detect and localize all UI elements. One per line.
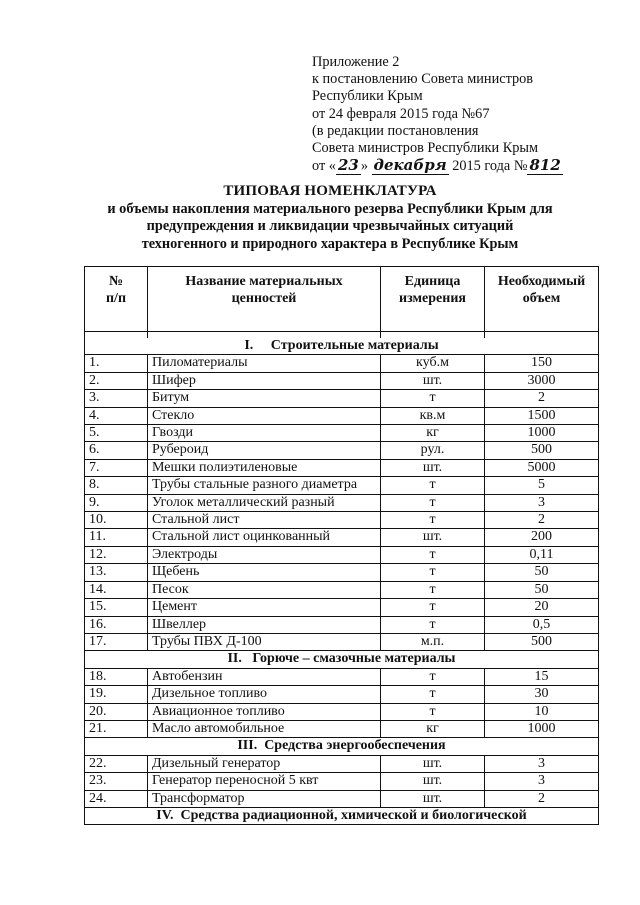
item-name: Швеллер: [148, 616, 381, 633]
item-volume: 200: [485, 529, 599, 546]
row-number: 7.: [85, 459, 148, 476]
item-unit: т: [381, 616, 485, 633]
appendix-date-line: [312, 157, 563, 175]
table-row: [85, 720, 599, 737]
table-header-row: [85, 267, 599, 332]
item-unit: м.п.: [381, 633, 485, 650]
table-row: [85, 546, 599, 563]
item-volume: 1000: [485, 425, 599, 442]
item-name: Автобензин: [148, 668, 381, 685]
section-title: I. Строительные материалы: [85, 338, 599, 355]
table-row: [85, 599, 599, 616]
row-number: 23.: [85, 773, 148, 790]
item-unit: шт.: [381, 755, 485, 772]
handwritten-month: декабря: [373, 156, 447, 175]
item-volume: 1000: [485, 720, 599, 737]
table-body: [85, 332, 599, 825]
row-number: 13.: [85, 564, 148, 581]
item-volume: 3: [485, 755, 599, 772]
title-line: и объемы накопления материального резерва Республики Крым для: [107, 200, 553, 217]
table-row: [85, 564, 599, 581]
table-row: [85, 407, 599, 424]
item-name: Песок: [148, 581, 381, 598]
row-number: 14.: [85, 581, 148, 598]
row-number: 9.: [85, 494, 148, 511]
document-title: [60, 183, 600, 253]
item-unit: т: [381, 546, 485, 563]
item-unit: шт.: [381, 529, 485, 546]
date-year: 2015 года №: [448, 158, 528, 175]
table-row: [85, 581, 599, 598]
item-unit: т: [381, 477, 485, 494]
row-number: 2.: [85, 372, 148, 389]
item-volume: 500: [485, 442, 599, 459]
item-volume: 50: [485, 564, 599, 581]
table-row: [85, 425, 599, 442]
section-title: IV. Средства радиационной, химической и биологической: [85, 807, 599, 824]
date-sep: »: [360, 158, 372, 175]
item-unit: т: [381, 564, 485, 581]
item-volume: 50: [485, 581, 599, 598]
item-name: Цемент: [148, 599, 381, 616]
row-number: 21.: [85, 720, 148, 737]
table-row: [85, 459, 599, 476]
item-unit: т: [381, 668, 485, 685]
section-header-row: [85, 807, 599, 824]
item-volume: 3: [485, 773, 599, 790]
item-name: Стальной лист: [148, 512, 381, 529]
section-title: III. Средства энергообеспечения: [85, 738, 599, 755]
item-volume: 0,5: [485, 616, 599, 633]
item-name: Битум: [148, 390, 381, 407]
row-number: 5.: [85, 425, 148, 442]
item-unit: т: [381, 512, 485, 529]
item-name: Масло автомобильное: [148, 720, 381, 737]
item-name: Шифер: [148, 372, 381, 389]
row-number: 15.: [85, 599, 148, 616]
section-header-row: [85, 651, 599, 668]
item-unit: т: [381, 599, 485, 616]
table-row: [85, 512, 599, 529]
section-header-row: [85, 338, 599, 355]
item-unit: шт.: [381, 459, 485, 476]
item-volume: 30: [485, 686, 599, 703]
table-row: [85, 390, 599, 407]
item-name: Щебень: [148, 564, 381, 581]
item-name: Трансформатор: [148, 790, 381, 807]
table-row: [85, 442, 599, 459]
row-number: 1.: [85, 355, 148, 372]
appendix-header: [312, 54, 563, 175]
item-unit: шт.: [381, 372, 485, 389]
item-unit: т: [381, 686, 485, 703]
item-name: Гвозди: [148, 425, 381, 442]
item-volume: 500: [485, 633, 599, 650]
table-row: [85, 703, 599, 720]
section-title: II. Горюче – смазочные материалы: [85, 651, 599, 668]
header-volume: Необходимый объем: [485, 267, 599, 332]
item-volume: 20: [485, 599, 599, 616]
appendix-line: Совета министров Республики Крым: [312, 140, 539, 157]
item-volume: 0,11: [485, 546, 599, 563]
table-row: [85, 790, 599, 807]
table-row: [85, 355, 599, 372]
row-number: 10.: [85, 512, 148, 529]
item-unit: рул.: [381, 442, 485, 459]
row-number: 20.: [85, 703, 148, 720]
title-main: ТИПОВАЯ НОМЕНКЛАТУРА: [223, 183, 437, 199]
item-unit: кг: [381, 720, 485, 737]
header-name: Название материальных ценностей: [148, 267, 381, 332]
appendix-line: Приложение 2: [312, 54, 400, 70]
table-row: [85, 477, 599, 494]
appendix-line: к постановлению Совета министров: [312, 71, 534, 88]
date-prefix: от «: [312, 158, 336, 175]
handwritten-number: 812: [529, 156, 561, 175]
table-row: [85, 773, 599, 790]
item-name: Мешки полиэтиленовые: [148, 459, 381, 476]
item-unit: т: [381, 581, 485, 598]
item-name: Уголок металлический разный: [148, 494, 381, 511]
item-name: Трубы ПВХ Д-100: [148, 633, 381, 650]
item-volume: 3000: [485, 372, 599, 389]
item-volume: 150: [485, 355, 599, 372]
item-volume: 1500: [485, 407, 599, 424]
header-unit: Единица измерения: [381, 267, 485, 332]
row-number: 22.: [85, 755, 148, 772]
handwritten-day: 23: [337, 156, 359, 175]
item-volume: 2: [485, 790, 599, 807]
item-name: Дизельный генератор: [148, 755, 381, 772]
appendix-line: Республики Крым: [312, 88, 423, 105]
row-number: 19.: [85, 686, 148, 703]
item-volume: 2: [485, 390, 599, 407]
item-volume: 10: [485, 703, 599, 720]
table-row: [85, 616, 599, 633]
table-row: [85, 633, 599, 650]
table-row: [85, 668, 599, 685]
item-name: Стекло: [148, 407, 381, 424]
item-name: Генератор переносной 5 квт: [148, 773, 381, 790]
table-row: [85, 755, 599, 772]
item-unit: куб.м: [381, 355, 485, 372]
row-number: 16.: [85, 616, 148, 633]
table-row: [85, 686, 599, 703]
table-row: [85, 372, 599, 389]
item-unit: шт.: [381, 773, 485, 790]
table-row: [85, 494, 599, 511]
item-unit: т: [381, 494, 485, 511]
item-volume: 15: [485, 668, 599, 685]
item-volume: 5: [485, 477, 599, 494]
row-number: 8.: [85, 477, 148, 494]
appendix-line: от 24 февраля 2015 года №67: [312, 105, 490, 122]
row-number: 24.: [85, 790, 148, 807]
row-number: 6.: [85, 442, 148, 459]
item-name: Пиломатериалы: [148, 355, 381, 372]
row-number: 11.: [85, 529, 148, 546]
item-name: Авиационное топливо: [148, 703, 381, 720]
item-volume: 3: [485, 494, 599, 511]
item-volume: 2: [485, 512, 599, 529]
row-number: 18.: [85, 668, 148, 685]
item-name: Стальной лист оцинкованный: [148, 529, 381, 546]
item-unit: т: [381, 703, 485, 720]
item-name: Дизельное топливо: [148, 686, 381, 703]
appendix-line: (в редакции постановления: [312, 122, 479, 139]
row-number: 12.: [85, 546, 148, 563]
nomenclature-table: [84, 266, 599, 825]
title-line: техногенного и природного характера в Республике Крым: [141, 235, 519, 252]
header-num: № п/п: [85, 267, 148, 332]
item-volume: 5000: [485, 459, 599, 476]
table-row: [85, 529, 599, 546]
row-number: 4.: [85, 407, 148, 424]
item-name: Трубы стальные разного диаметра: [148, 477, 381, 494]
item-unit: кв.м: [381, 407, 485, 424]
item-name: Рубероид: [148, 442, 381, 459]
item-name: Электроды: [148, 546, 381, 563]
row-number: 17.: [85, 633, 148, 650]
item-unit: шт.: [381, 790, 485, 807]
item-unit: кг: [381, 425, 485, 442]
item-unit: т: [381, 390, 485, 407]
row-number: 3.: [85, 390, 148, 407]
title-line: предупреждения и ликвидации чрезвычайных ситуаций: [146, 218, 514, 234]
section-header-row: [85, 738, 599, 755]
